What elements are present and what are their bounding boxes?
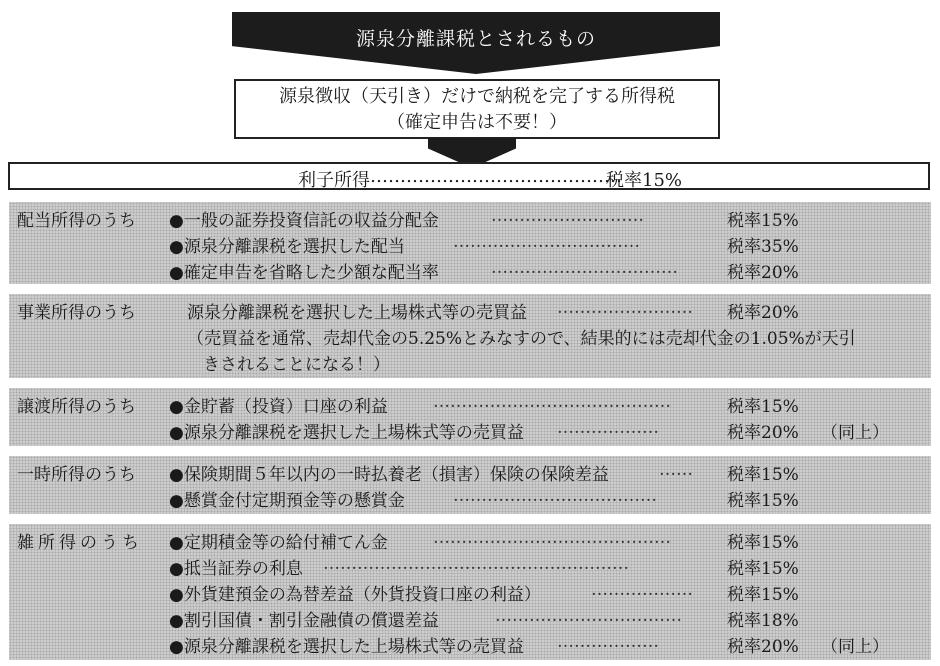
dot-leader: ……………… [557, 632, 659, 652]
tax-rate: 税率15% [727, 465, 799, 485]
dot-leader: …… [659, 460, 693, 480]
item-text: ●源泉分離課税を選択した上場株式等の売買益 [169, 423, 524, 443]
dot-leader: …………………………………… [433, 392, 671, 412]
category-label: 配当所得のうち [17, 211, 136, 231]
list-item [9, 606, 931, 630]
dot-leader: ……………… [557, 418, 659, 438]
dot-leader: …………………………… [495, 606, 682, 626]
dot-leader: ……………… [591, 580, 693, 600]
list-item [9, 232, 931, 256]
category-label: 一時所得のうち [17, 465, 136, 485]
withholding-box [234, 79, 720, 139]
group-occasional [9, 456, 931, 514]
item-text: ●抵当証券の利息 [169, 559, 303, 579]
same-as-above-note: （同上） [821, 423, 889, 443]
group-transfer [9, 388, 931, 446]
item-text: 源泉分離課税を選択した上場株式等の売買益 [187, 303, 527, 323]
list-item [9, 460, 931, 484]
tax-rate: 税率15% [727, 585, 799, 605]
list-item [9, 486, 931, 510]
tax-rate: 税率15% [727, 211, 799, 231]
withholding-line2: （確定申告は不要！） [387, 112, 567, 133]
list-item [9, 632, 931, 656]
category-label: 事業所得のうち [17, 303, 136, 323]
tax-rate: 税率15% [727, 491, 799, 511]
tax-rate: 税率20% [727, 423, 799, 443]
dot-leader: ……………………………………………… [323, 554, 629, 574]
tax-rate: 税率35% [727, 237, 799, 257]
dot-leader: ……………………… [491, 206, 644, 226]
category-label: 譲渡所得のうち [17, 397, 136, 417]
list-item [9, 258, 931, 282]
interest-income-box [8, 162, 930, 190]
interest-label: 利子所得 [298, 170, 370, 191]
interest-leader: …………………………………… [370, 166, 622, 187]
item-text: ●源泉分離課税を選択した上場株式等の売買益 [169, 637, 524, 657]
category-label: 雑所得のうち [17, 533, 143, 553]
list-item [9, 418, 931, 442]
tax-rate: 税率15% [727, 559, 799, 579]
title-banner-text: 源泉分離課税とされるもの [355, 28, 596, 50]
list-item [9, 298, 931, 322]
list-item [9, 554, 931, 578]
item-text: ●確定申告を省略した少額な配当率 [169, 263, 439, 283]
list-item [9, 580, 931, 604]
withholding-line1: 源泉徴収（天引き）だけで納税を完了する所得税 [279, 86, 675, 107]
item-text: ●保険期間５年以内の一時払養老（損害）保険の保険差益 [169, 465, 609, 485]
item-text: ●金貯蓄（投資）口座の利益 [169, 397, 388, 417]
same-as-above-note: （同上） [821, 637, 889, 657]
list-item [9, 528, 931, 552]
list-item [9, 206, 931, 230]
note-line: きされることになる！） [203, 355, 390, 375]
item-text: ●一般の証券投資信託の収益分配金 [169, 211, 439, 231]
tax-rate: 税率20% [727, 637, 799, 657]
group-miscellaneous [9, 524, 931, 660]
dot-leader: …………………………… [453, 232, 640, 252]
dot-leader: ……………………………… [453, 486, 657, 506]
dot-leader: …………………………………… [433, 528, 671, 548]
item-text: ●懸賞金付定期預金等の懸賞金 [169, 491, 405, 511]
dot-leader: …………………………… [491, 258, 678, 278]
group-business [9, 294, 931, 378]
item-text: ●割引国債・割引金融債の償還差益 [169, 611, 439, 631]
group-dividend [9, 202, 931, 284]
tax-rate: 税率15% [727, 533, 799, 553]
item-text: ●外貨建預金の為替差益（外貨投資口座の利益） [169, 585, 541, 605]
tax-rate: 税率18% [727, 611, 799, 631]
item-text: ●源泉分離課税を選択した配当 [169, 237, 405, 257]
note-line: （売買益を通常、売却代金の5.25%とみなすので、結果的には売却代金の1.05%が天引 [187, 329, 856, 349]
interest-rate: 税率15% [606, 170, 683, 191]
tax-rate: 税率20% [727, 303, 799, 323]
list-item [9, 392, 931, 416]
tax-rate: 税率15% [727, 397, 799, 417]
dot-leader: …………………… [557, 298, 693, 318]
tax-rate: 税率20% [727, 263, 799, 283]
item-text: ●定期積金等の給付補てん金 [169, 533, 388, 553]
